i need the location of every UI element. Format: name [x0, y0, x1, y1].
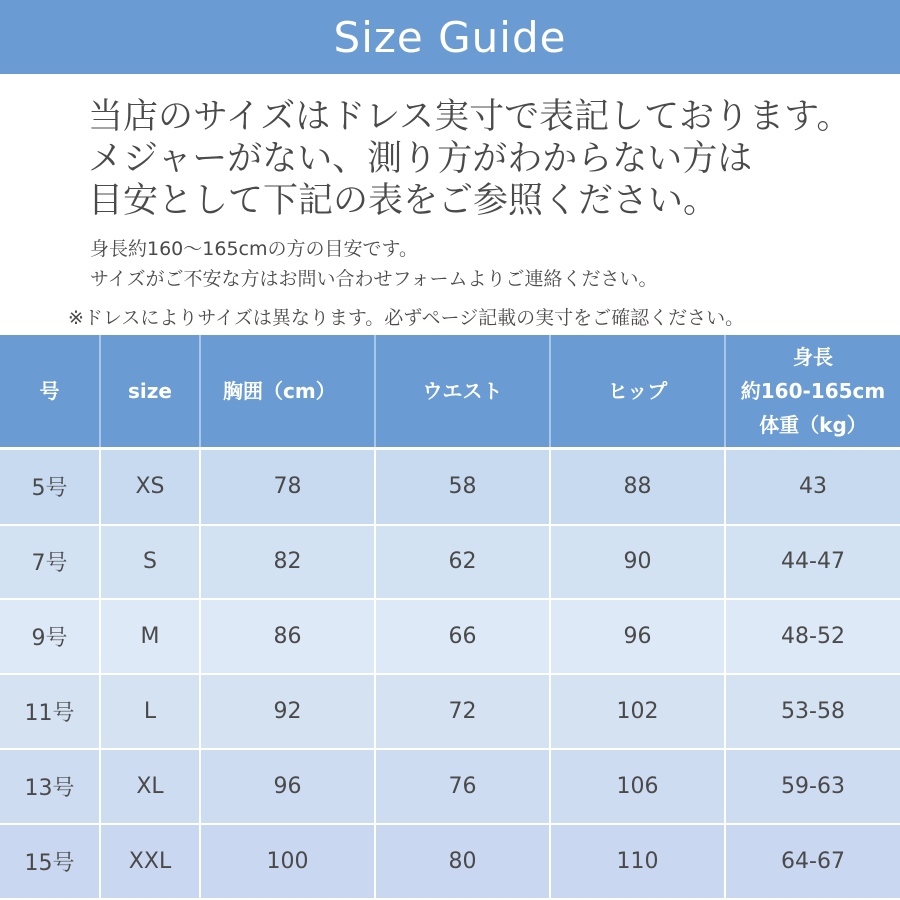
- cell-hip: 96: [550, 599, 725, 674]
- cell-weight: 44-47: [725, 525, 900, 600]
- header-height-range: 約160-165cm: [740, 379, 886, 403]
- cell-waist: 66: [375, 599, 550, 674]
- intro-line: 目安として下記の表をご参照ください。: [88, 181, 719, 221]
- header-hip: ヒップ: [550, 335, 725, 449]
- header-number: 号: [0, 335, 100, 449]
- cell-weight: 48-52: [725, 599, 900, 674]
- header-size: size: [100, 335, 200, 449]
- cell-weight: 64-67: [725, 824, 900, 899]
- cell-waist: 76: [375, 749, 550, 824]
- cell-bust: 96: [200, 749, 375, 824]
- cell-size: XL: [100, 749, 200, 824]
- intro-line: 当店のサイズはドレス実寸で表記しております。: [88, 97, 852, 137]
- cell-size: XS: [100, 449, 200, 525]
- note-line: 身長約160〜165cmの方の目安です。: [90, 238, 418, 260]
- size-table: [0, 335, 900, 900]
- cell-size: M: [100, 599, 200, 674]
- cell-bust: 78: [200, 449, 375, 525]
- cell-number: 5号: [0, 449, 100, 525]
- header-bust: 胸囲（cm）: [200, 335, 375, 449]
- cell-size: XXL: [100, 824, 200, 899]
- cell-waist: 62: [375, 525, 550, 600]
- table-row: [0, 599, 900, 674]
- table-row: [0, 674, 900, 749]
- cell-weight: 59-63: [725, 749, 900, 824]
- cell-hip: 106: [550, 749, 725, 824]
- intro-text: [88, 96, 851, 222]
- table-row: [0, 749, 900, 824]
- header-weight: 体重（kg）: [759, 413, 867, 437]
- table-header-row: [0, 335, 900, 449]
- page-title: Size Guide: [333, 12, 567, 62]
- cell-hip: 110: [550, 824, 725, 899]
- cell-number: 7号: [0, 525, 100, 600]
- header-height-weight: [725, 335, 900, 449]
- cell-weight: 43: [725, 449, 900, 525]
- cell-hip: 90: [550, 525, 725, 600]
- cell-number: 11号: [0, 674, 100, 749]
- header-height: 身長: [793, 345, 833, 369]
- cell-bust: 92: [200, 674, 375, 749]
- cell-waist: 80: [375, 824, 550, 899]
- header-waist: ウエスト: [375, 335, 550, 449]
- intro-line: メジャーがない、測り方がわからない方は: [88, 139, 753, 179]
- table-row: [0, 525, 900, 600]
- cell-waist: 58: [375, 449, 550, 525]
- notes-text: [90, 234, 658, 294]
- note-line: サイズがご不安な方はお問い合わせフォームよりご連絡ください。: [90, 268, 658, 290]
- cell-bust: 86: [200, 599, 375, 674]
- table-row: [0, 449, 900, 525]
- warning-note: ※ドレスによりサイズは異なります。必ずページ記載の実寸をご確認ください。: [68, 307, 745, 329]
- table-row: [0, 824, 900, 899]
- cell-waist: 72: [375, 674, 550, 749]
- cell-bust: 100: [200, 824, 375, 899]
- cell-hip: 102: [550, 674, 725, 749]
- cell-number: 13号: [0, 749, 100, 824]
- header-banner: [0, 0, 900, 74]
- cell-number: 15号: [0, 824, 100, 899]
- cell-size: S: [100, 525, 200, 600]
- cell-weight: 53-58: [725, 674, 900, 749]
- cell-hip: 88: [550, 449, 725, 525]
- cell-size: L: [100, 674, 200, 749]
- cell-bust: 82: [200, 525, 375, 600]
- cell-number: 9号: [0, 599, 100, 674]
